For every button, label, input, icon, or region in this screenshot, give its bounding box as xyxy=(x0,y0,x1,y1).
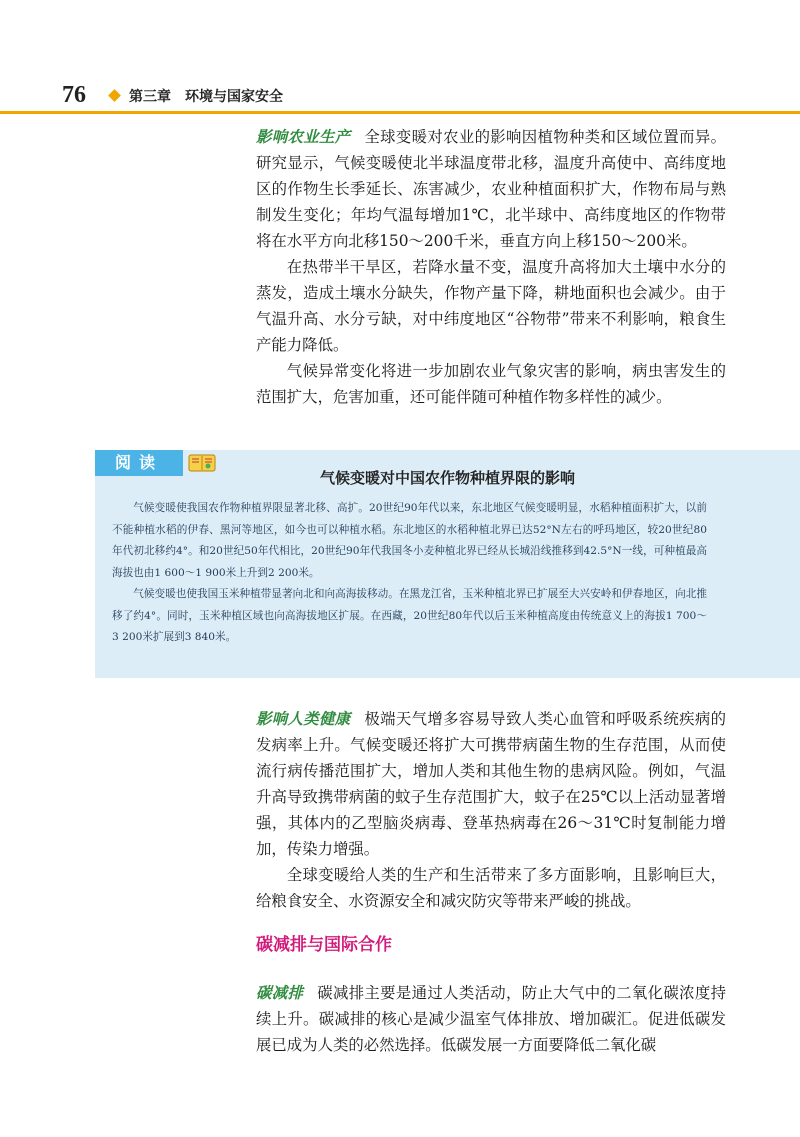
page-number: 76 xyxy=(62,82,86,108)
chapter-label xyxy=(110,86,283,106)
diamond-icon xyxy=(108,89,121,102)
reading-tab: 阅读 xyxy=(95,450,183,476)
carbon-section xyxy=(256,980,726,1058)
section-heading: 碳减排与国际合作 xyxy=(256,935,392,955)
carbon-lead: 碳减排 xyxy=(256,984,304,1002)
reading-title: 气候变暖对中国农作物种植界限的影响 xyxy=(319,469,575,487)
header-rule xyxy=(0,111,800,114)
reading-paragraph-2: 气候变暖也使我国玉米种植带显著向北和向高海拔移动。在黑龙江省，玉米种植北界已扩展至大兴安岭和伊春地区，向北推移了约4°。同时，玉米种植区域也向高海拔地区扩展。在西藏，20世纪80年代以后玉米种植高度由传统意义上的海拔1 700～3 200米扩展到3 840米。 xyxy=(112,588,707,643)
agriculture-section xyxy=(256,124,726,410)
agriculture-paragraph-1: 影响农业生产 全球变暖对农业的影响因植物种类和区域位置而异。研究显示，气候变暖使北半球温度带北移，温度升高使中、高纬度地区的作物生长季延长、冻害减少，农业种植面积扩大，作物布局与熟制发生变化；年均气温每增加1℃，北半球中、高纬度地区的作物带将在水平方向北移150～200千米，垂直方向上移150～200米。 xyxy=(256,128,726,250)
health-section xyxy=(256,706,726,914)
health-paragraph-2: 全球变暖给人类的生产和生活带来了多方面影响，且影响巨大，给粮食安全、水资源安全和减灾防灾等带来严峻的挑战。 xyxy=(256,866,726,910)
reading-body xyxy=(112,498,707,649)
chapter-title: 第三章 环境与国家安全 xyxy=(129,89,283,105)
agriculture-paragraph-2: 在热带半干旱区，若降水量不变，温度升高将加大土壤中水分的蒸发，造成土壤水分缺失，作物产量下降，耕地面积也会减少。由于气温升高、水分亏缺，对中纬度地区“谷物带”带来不利影响，粮食生产能力降低。 xyxy=(256,258,726,354)
reading-box xyxy=(95,450,800,678)
agriculture-lead: 影响农业生产 xyxy=(256,128,351,146)
reading-paragraph-1: 气候变暖使我国农作物种植界限显著北移、高扩。20世纪90年代以来，东北地区气候变暖明显，水稻种植面积扩大，以前不能种植水稻的伊春、黑河等地区，如今也可以种植水稻。东北地区的水稻种植北界已达52°N左右的呼玛地区，较20世纪80年代初北移约4°。和20世纪50年代相比，20世纪90年代我国冬小麦种植北界已经从长城沿线推移到42.5°N一线，可种植最高海拔也由1 600～1 900米上升到2 200米。 xyxy=(112,502,707,579)
health-lead: 影响人类健康 xyxy=(256,710,351,728)
agriculture-paragraph-3: 气候异常变化将进一步加剧农业气象灾害的影响，病虫害发生的范围扩大，危害加重，还可能伴随可种植作物多样性的减少。 xyxy=(256,362,726,406)
page-header xyxy=(0,80,800,116)
carbon-paragraph-1: 碳减排 碳减排主要是通过人类活动，防止大气中的二氧化碳浓度持续上升。碳减排的核心是减少温室气体排放、增加碳汇。促进低碳发展已成为人类的必然选择。低碳发展一方面要降低二氧化碳 xyxy=(256,984,726,1054)
health-paragraph-1: 影响人类健康 极端天气增多容易导致人类心血管和呼吸系统疾病的发病率上升。气候变暖还将扩大可携带病菌生物的生存范围，从而使流行病传播范围扩大，增加人类和其他生物的患病风险。例如，气温升高导致携带病菌的蚊子生存范围扩大，蚊子在25℃以上活动显著增强，其体内的乙型脑炎病毒、登革热病毒在26～31℃时复制能力增加，传染力增强。 xyxy=(256,710,726,858)
